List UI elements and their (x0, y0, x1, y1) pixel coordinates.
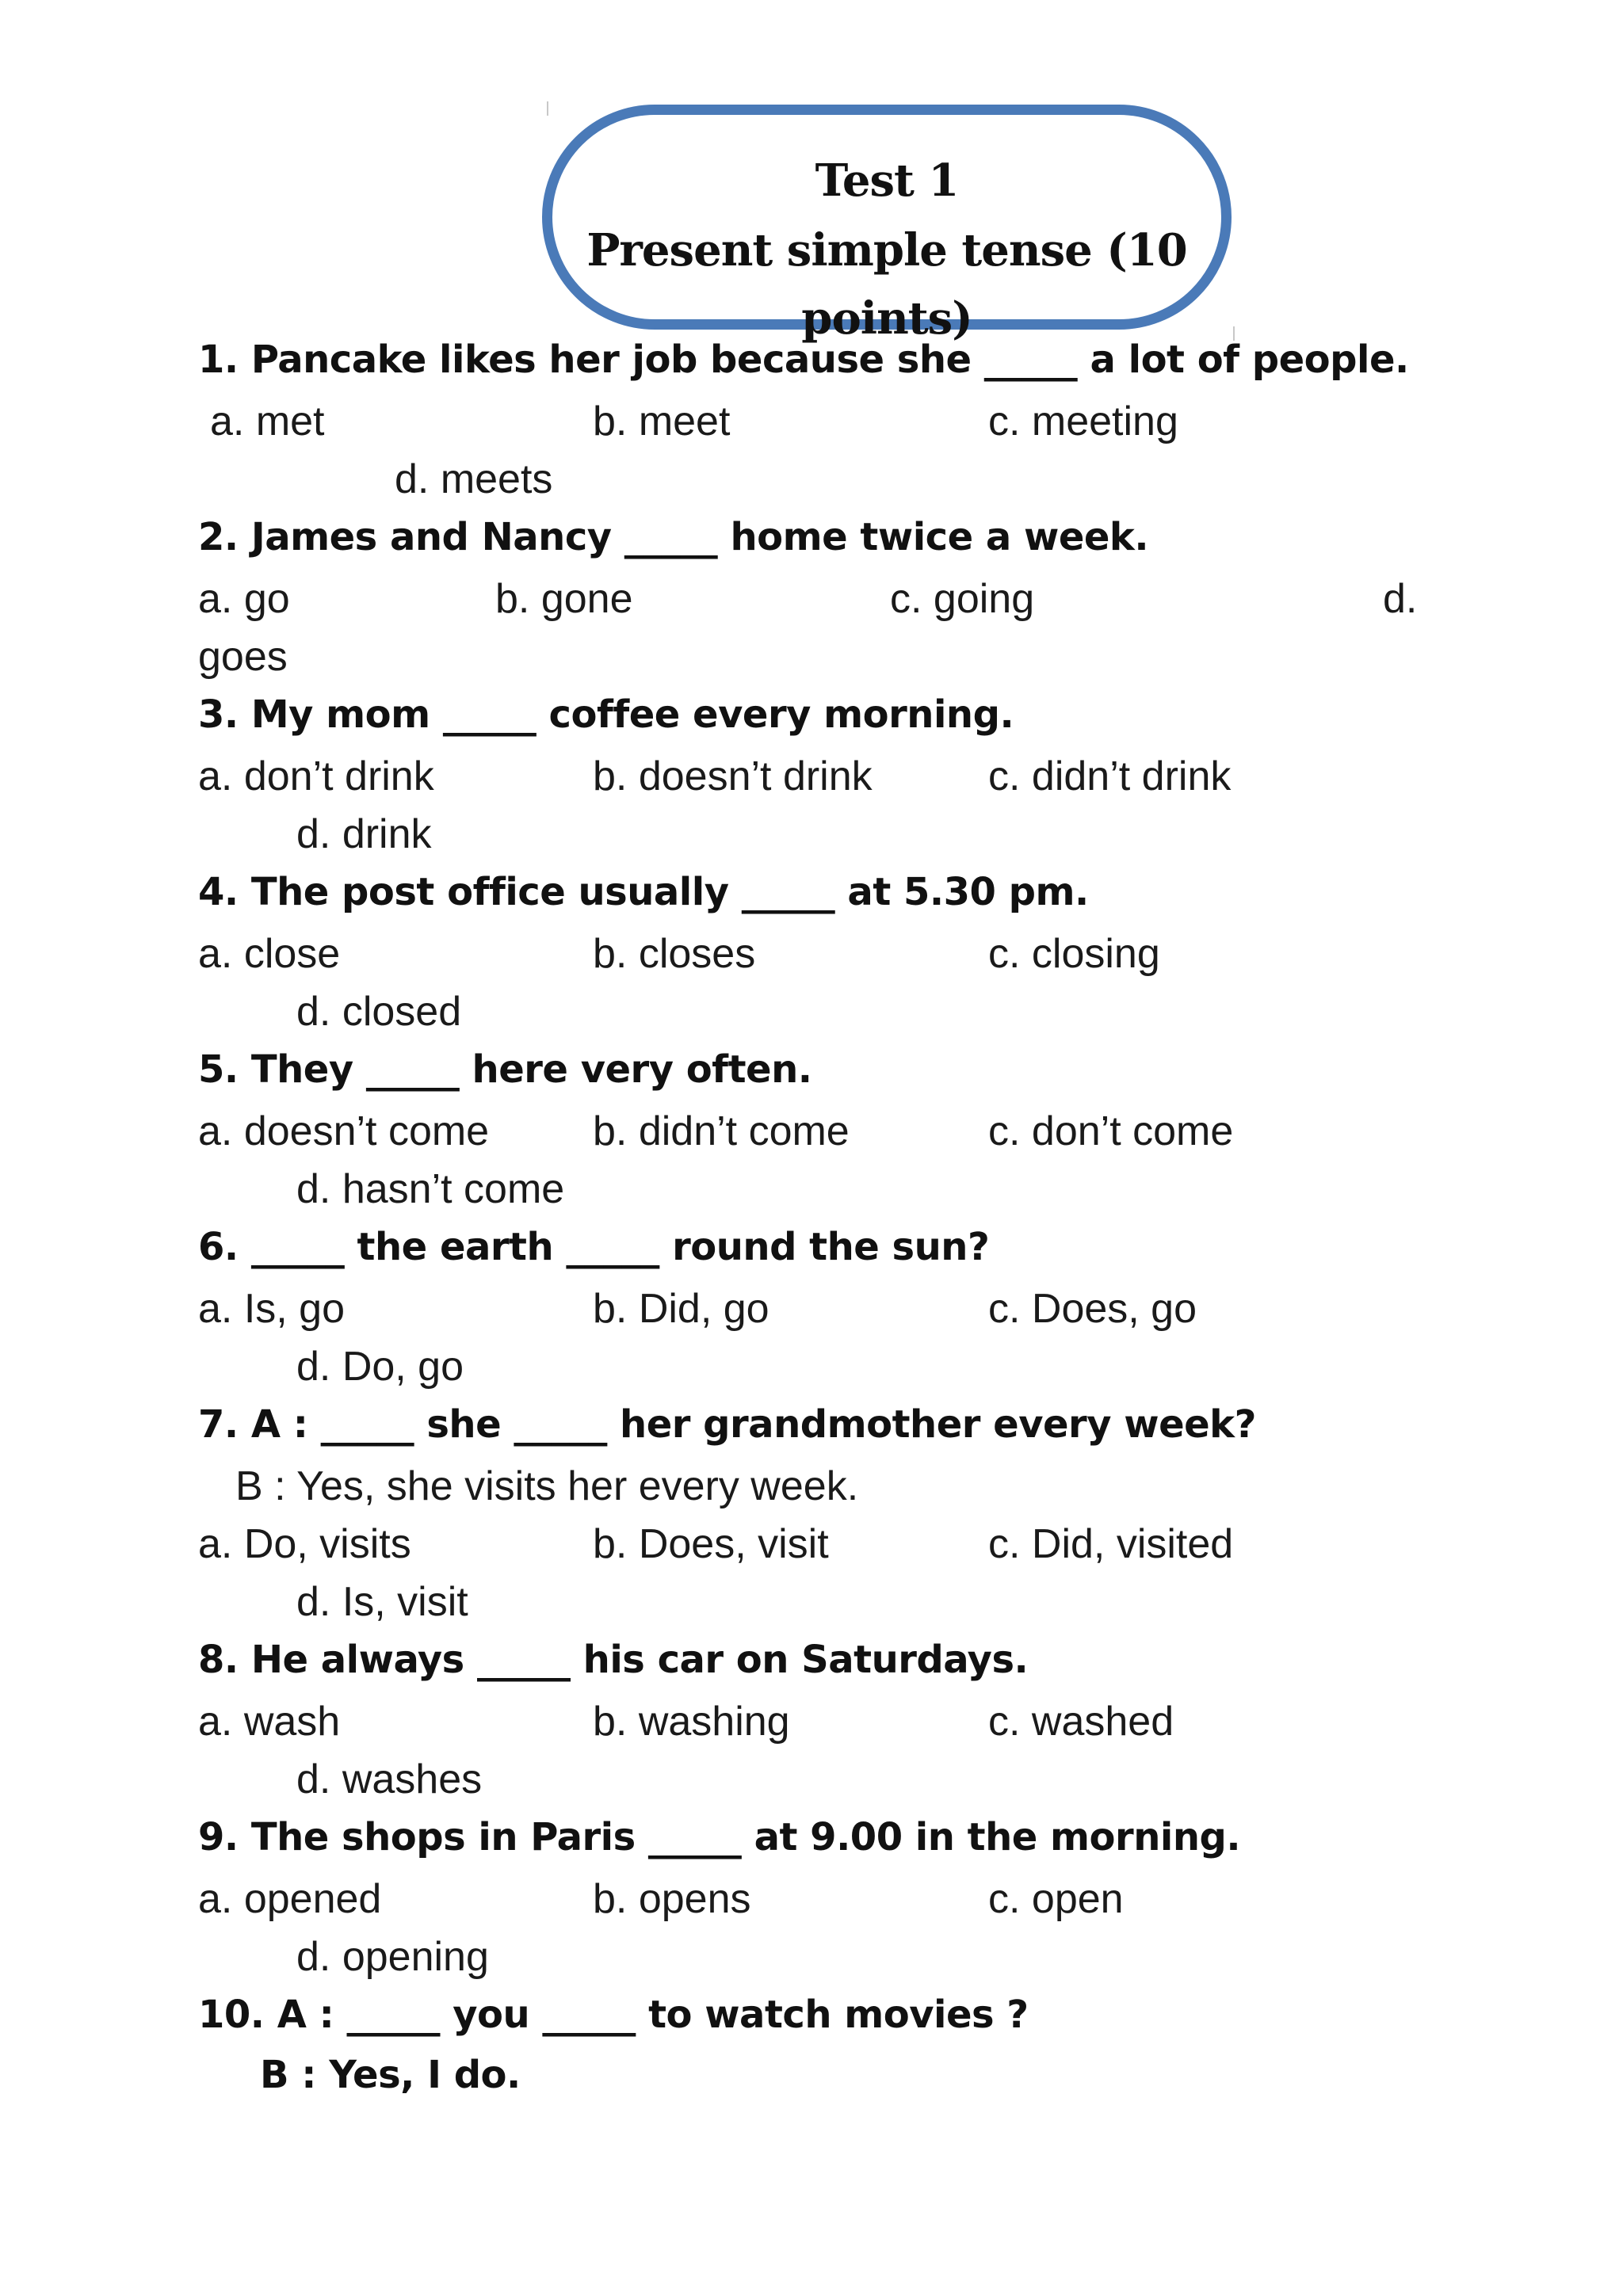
question-2-option-d[interactable]: d. (1383, 576, 1418, 622)
question-2-option-c[interactable]: c. going (890, 576, 1035, 622)
question-7-option-d[interactable]: d. Is, visit (296, 1579, 468, 1625)
question-1-option-d[interactable]: d. meets (395, 456, 553, 502)
question-3-option-a[interactable]: a. don’t drink (198, 753, 434, 799)
test-subtitle-cont: points) (801, 292, 972, 345)
question-9-option-a[interactable]: a. opened (198, 1876, 382, 1922)
question-2-option-b[interactable]: b. gone (495, 576, 633, 622)
question-7-answer: B : Yes, she visits her every week. (235, 1463, 859, 1509)
question-7-option-b[interactable]: b. Does, visit (593, 1521, 829, 1567)
test-subtitle: Present simple tense (10 (586, 224, 1187, 277)
question-7-stem: 7. A : _____ she _____ her grandmother every week? (198, 1402, 1256, 1447)
question-1-stem: 1. Pancake likes her job because she _____ a lot of people. (198, 338, 1409, 382)
question-7-option-a[interactable]: a. Do, visits (198, 1521, 411, 1567)
question-1-option-a[interactable]: a. met (210, 399, 325, 444)
question-8-option-a[interactable]: a. wash (198, 1699, 341, 1745)
question-9-option-c[interactable]: c. open (988, 1876, 1124, 1922)
question-6-stem: 6. _____ the earth _____ round the sun? (198, 1225, 990, 1269)
question-7-option-c[interactable]: c. Did, visited (988, 1521, 1234, 1567)
question-3-option-c[interactable]: c. didn’t drink (988, 753, 1232, 799)
question-10-stem: 10. A : _____ you _____ to watch movies ? (198, 1993, 1029, 2037)
question-8-option-c[interactable]: c. washed (988, 1699, 1174, 1745)
question-10-answer: B : Yes, I do. (260, 2053, 521, 2097)
question-5-stem: 5. They _____ here very often. (198, 1047, 812, 1092)
question-9-stem: 9. The shops in Paris _____ at 9.00 in the morning. (198, 1815, 1241, 1859)
question-6-option-c[interactable]: c. Does, go (988, 1286, 1197, 1332)
question-4-option-a[interactable]: a. close (198, 931, 341, 977)
question-4-option-c[interactable]: c. closing (988, 931, 1160, 977)
question-3-option-b[interactable]: b. doesn’t drink (593, 753, 873, 799)
question-3-option-d[interactable]: d. drink (296, 811, 432, 857)
question-2-option-a[interactable]: a. go (198, 576, 290, 622)
question-6-option-a[interactable]: a. Is, go (198, 1286, 345, 1332)
question-6-option-b[interactable]: b. Did, go (593, 1286, 769, 1332)
question-8-option-d[interactable]: d. washes (296, 1756, 483, 1802)
question-4-option-d[interactable]: d. closed (296, 989, 462, 1035)
question-1-option-c[interactable]: c. meeting (988, 399, 1178, 444)
question-8-option-b[interactable]: b. washing (593, 1699, 790, 1745)
question-5-option-b[interactable]: b. didn’t come (593, 1108, 850, 1154)
question-5-option-d[interactable]: d. hasn’t come (296, 1166, 565, 1212)
edge-mark-left (547, 101, 548, 116)
question-3-stem: 3. My mom _____ coffee every morning. (198, 692, 1014, 737)
question-1-option-b[interactable]: b. meet (593, 399, 731, 444)
test-title: Test 1 (815, 154, 959, 207)
question-4-stem: 4. The post office usually _____ at 5.30 pm. (198, 870, 1089, 914)
question-8-stem: 8. He always _____ his car on Saturdays. (198, 1638, 1029, 1682)
question-6-option-d[interactable]: d. Do, go (296, 1344, 464, 1390)
question-2-option-d-text[interactable]: goes (198, 634, 288, 680)
question-5-option-a[interactable]: a. doesn’t come (198, 1108, 490, 1154)
question-2-stem: 2. James and Nancy _____ home twice a week. (198, 515, 1149, 559)
question-9-option-d[interactable]: d. opening (296, 1934, 489, 1980)
question-4-option-b[interactable]: b. closes (593, 931, 756, 977)
question-9-option-b[interactable]: b. opens (593, 1876, 751, 1922)
question-5-option-c[interactable]: c. don’t come (988, 1108, 1234, 1154)
